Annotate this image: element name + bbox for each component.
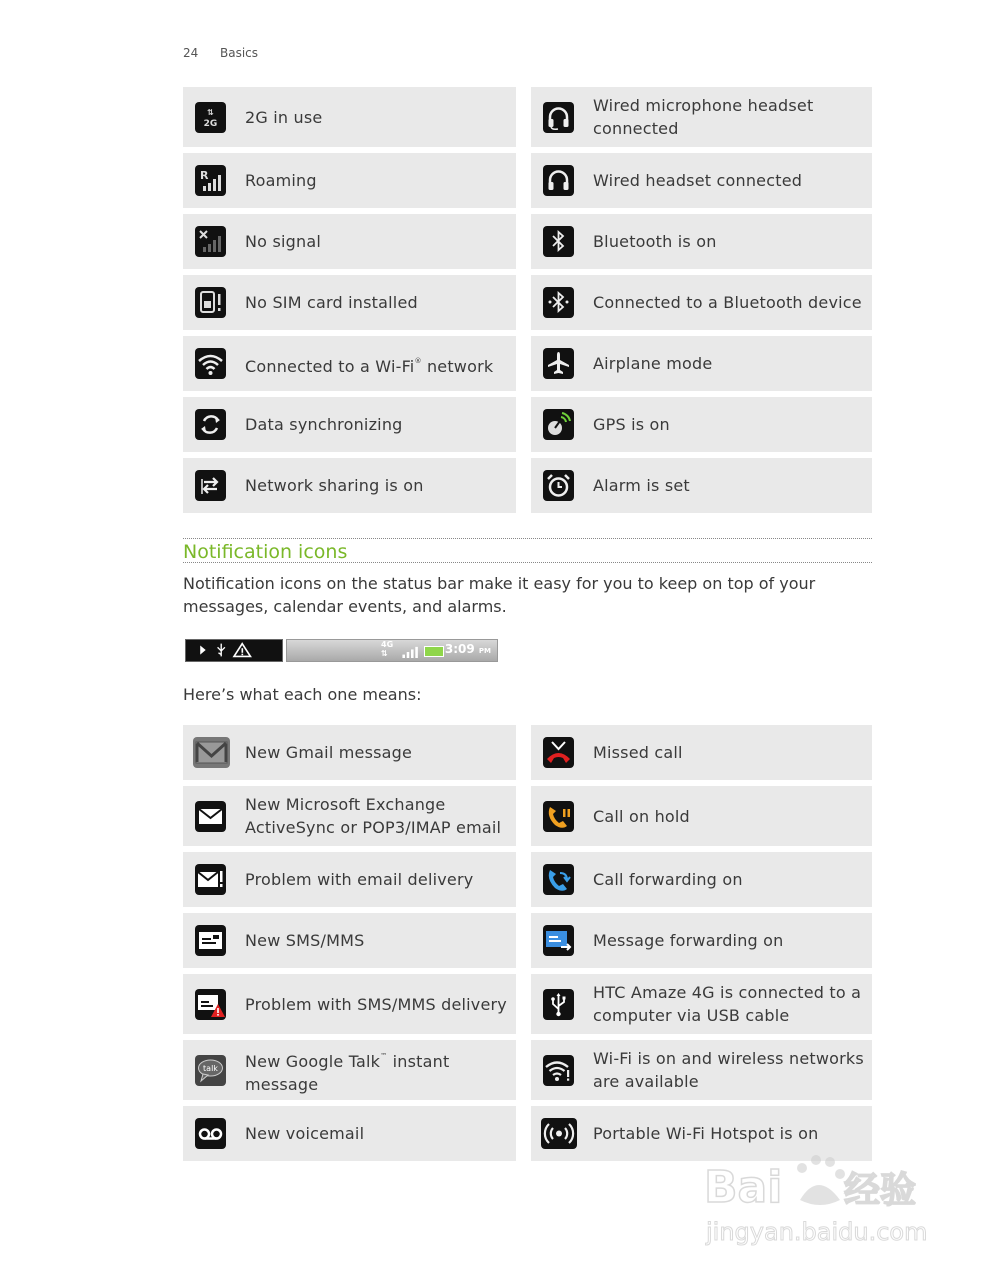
notif-label: Portable Wi-Fi Hotspot is on bbox=[593, 1124, 819, 1143]
notif-label: New voicemail bbox=[245, 1124, 365, 1143]
notif-row-wifi-available bbox=[531, 1040, 872, 1100]
usb-icon bbox=[543, 989, 574, 1020]
status-label: No SIM card installed bbox=[245, 293, 418, 312]
status-label: Airplane mode bbox=[593, 354, 713, 373]
status-row-airplane bbox=[531, 336, 872, 391]
google-talk-icon bbox=[195, 1055, 226, 1086]
notif-row-call-forwarding bbox=[531, 852, 872, 907]
svg-text:R: R bbox=[200, 169, 209, 182]
wifi-icon bbox=[195, 348, 226, 379]
status-label: Data synchronizing bbox=[245, 415, 403, 434]
system-tray bbox=[286, 639, 498, 662]
status-bar-sample bbox=[185, 639, 498, 662]
status-label: 2G in use bbox=[245, 108, 323, 127]
battery-icon bbox=[424, 646, 444, 657]
notif-row-voicemail bbox=[183, 1106, 516, 1161]
call-forwarding-icon bbox=[543, 864, 574, 895]
status-label: No signal bbox=[245, 232, 321, 251]
signal-icon bbox=[402, 646, 420, 658]
notif-label: HTC Amaze 4G is connected to a computer via USB cable bbox=[593, 983, 862, 1025]
status-label: Connected to a Wi-Fi® network bbox=[245, 357, 494, 376]
notif-label: New Gmail message bbox=[245, 743, 413, 762]
notif-row-message-forwarding bbox=[531, 913, 872, 968]
baidu-watermark bbox=[700, 1150, 940, 1250]
alarm-icon bbox=[543, 470, 574, 501]
status-row-2g bbox=[183, 87, 516, 147]
status-row-network-sharing bbox=[183, 458, 516, 513]
status-row-bluetooth-connected bbox=[531, 275, 872, 330]
network-sharing-icon bbox=[195, 470, 226, 501]
notif-label: Missed call bbox=[593, 743, 683, 762]
notif-label: Problem with email delivery bbox=[245, 870, 474, 889]
status-row-wifi bbox=[183, 336, 516, 391]
notif-row-gmail bbox=[183, 725, 516, 780]
status-label: Network sharing is on bbox=[245, 476, 424, 495]
notif-row-email bbox=[183, 786, 516, 846]
svg-text:talk: talk bbox=[203, 1064, 218, 1073]
clock: 3:09 PM bbox=[444, 642, 491, 656]
notif-label: Message forwarding on bbox=[593, 931, 784, 950]
status-row-gps bbox=[531, 397, 872, 452]
status-label: Roaming bbox=[245, 171, 317, 190]
status-label: Wired headset connected bbox=[593, 171, 803, 190]
network-type-indicator: 4G ⇅ bbox=[381, 640, 394, 658]
svg-text:经验: 经验 bbox=[844, 1170, 917, 1211]
no-signal-icon bbox=[195, 226, 226, 257]
notif-label: Wi-Fi is on and wireless networks are available bbox=[593, 1049, 864, 1091]
notif-label: New Microsoft Exchange ActiveSync or POP3/IMAP email bbox=[245, 795, 502, 837]
airplane-icon bbox=[543, 348, 574, 379]
status-row-no-sim bbox=[183, 275, 516, 330]
2g-icon bbox=[195, 102, 226, 133]
notif-row-sms bbox=[183, 913, 516, 968]
status-row-sync bbox=[183, 397, 516, 452]
baidu-logo-icon bbox=[700, 1150, 940, 1250]
status-label: Connected to a Bluetooth device bbox=[593, 293, 862, 312]
notif-label: New Google Talk™ instant message bbox=[245, 1052, 450, 1094]
meaning-label: Here’s what each one means: bbox=[183, 685, 422, 704]
section-intro: Notification icons on the status bar make it easy for you to keep on top of your messages, calendar events, and alarms. bbox=[183, 574, 816, 616]
status-row-roaming bbox=[183, 153, 516, 208]
notif-label: Call on hold bbox=[593, 807, 690, 826]
voicemail-icon bbox=[195, 1118, 226, 1149]
email-icon bbox=[195, 801, 226, 832]
sms-icon bbox=[195, 925, 226, 956]
svg-text:Bai: Bai bbox=[704, 1162, 783, 1213]
status-row-alarm bbox=[531, 458, 872, 513]
bluetooth-connected-icon bbox=[543, 287, 574, 318]
notif-row-sms-problem bbox=[183, 974, 516, 1034]
page-number: 24 bbox=[183, 46, 199, 60]
svg-text:jingyan.baidu.com: jingyan.baidu.com bbox=[706, 1218, 928, 1246]
status-row-no-signal bbox=[183, 214, 516, 269]
status-label: Wired microphone headset connected bbox=[593, 96, 814, 138]
call-hold-icon bbox=[543, 801, 574, 832]
status-row-headset bbox=[531, 153, 872, 208]
section-title: Notification icons bbox=[183, 538, 872, 563]
notif-label: New SMS/MMS bbox=[245, 931, 365, 950]
no-sim-icon bbox=[195, 287, 226, 318]
notif-row-email-problem bbox=[183, 852, 516, 907]
hotspot-icon bbox=[541, 1118, 577, 1149]
status-label: Alarm is set bbox=[593, 476, 690, 495]
bluetooth-icon bbox=[543, 226, 574, 257]
notif-row-call-hold bbox=[531, 786, 872, 846]
notif-row-google-talk bbox=[183, 1040, 516, 1100]
sms-problem-icon bbox=[195, 989, 226, 1020]
svg-text:⇅: ⇅ bbox=[207, 108, 214, 117]
email-problem-icon bbox=[195, 864, 226, 895]
wifi-available-icon bbox=[543, 1055, 574, 1086]
chapter-name: Basics bbox=[220, 46, 259, 60]
notification-area bbox=[185, 639, 283, 662]
notif-label: Call forwarding on bbox=[593, 870, 743, 889]
status-label: GPS is on bbox=[593, 415, 670, 434]
roaming-icon bbox=[195, 165, 226, 196]
notif-row-missed-call bbox=[531, 725, 872, 780]
page-header bbox=[183, 46, 258, 60]
message-forwarding-icon bbox=[543, 925, 574, 956]
status-row-bluetooth bbox=[531, 214, 872, 269]
status-row-mic-headset bbox=[531, 87, 872, 147]
gps-icon bbox=[543, 409, 574, 440]
notif-label: Problem with SMS/MMS delivery bbox=[245, 995, 507, 1014]
mic-headset-icon bbox=[543, 102, 574, 133]
headset-icon bbox=[543, 165, 574, 196]
notif-row-usb bbox=[531, 974, 872, 1034]
status-label: Bluetooth is on bbox=[593, 232, 717, 251]
gmail-icon bbox=[193, 737, 230, 768]
missed-call-icon bbox=[543, 737, 574, 768]
svg-text:2G: 2G bbox=[203, 119, 218, 129]
notification-glyphs-icon bbox=[186, 640, 282, 661]
sync-icon bbox=[195, 409, 226, 440]
